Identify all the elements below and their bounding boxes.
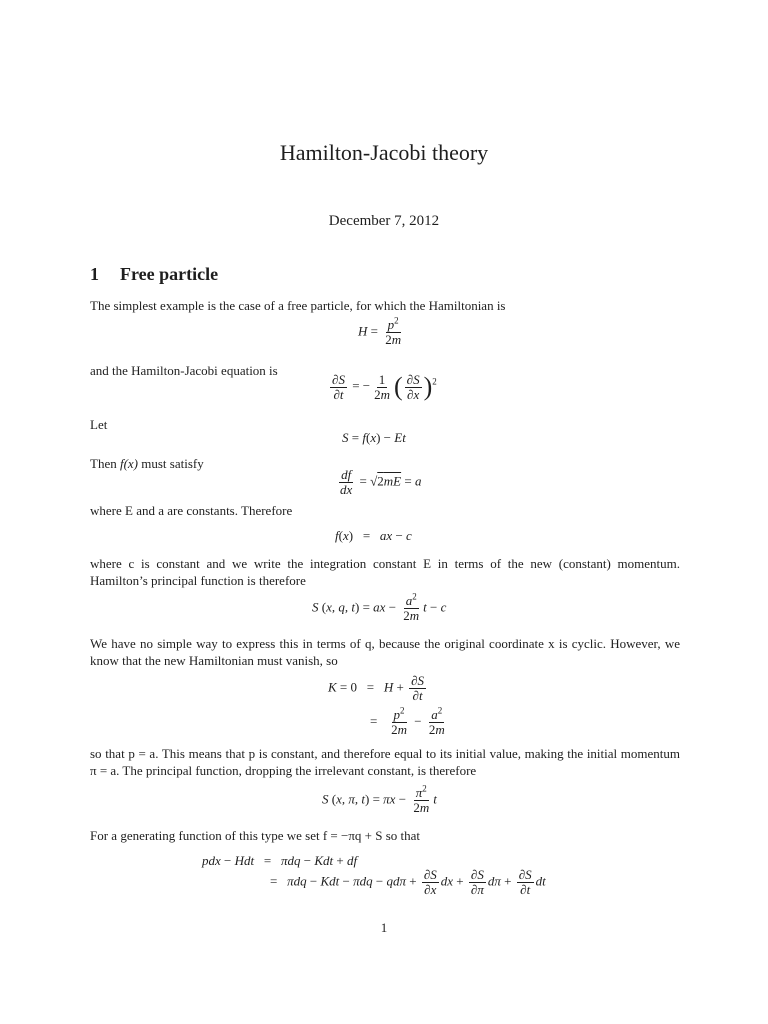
- equation-generating-line-2: = πdq − Kdt − πdq − qdπ + $\frac{\partial S}{\partial x}$ dx + $\frac{\partial S}{\partial\pi}$ dπ + $\frac{\partial S}{\partial t}$ dt: [270, 867, 546, 897]
- paragraph-3: Let: [90, 417, 108, 432]
- equation-generating-line-1: pdx − Hdt = πdq − Kdt + df: [202, 853, 358, 868]
- paragraph-8: so that p = a. This means that p is constant, and therefore equal to its initial value, making the initial momentum π = a. The principal function, dropping the irrelevant constant, is therefore: [90, 746, 680, 778]
- section-number: 1: [90, 264, 99, 284]
- paragraph-4-end: must satisfy: [138, 456, 204, 471]
- paragraph-1: The simplest example is the case of a free particle, for which the Hamiltonian is: [90, 298, 506, 313]
- paragraph-4-start: Then: [90, 456, 120, 471]
- paragraph-6: where c is constant and we write the integration constant E in terms of the new (constant) momentum. Hamilton’s principal function is therefore: [90, 556, 680, 588]
- document-date: December 7, 2012: [328, 213, 440, 229]
- paragraph-9: For a generating function of this type we set f = −πq + S so that: [90, 828, 421, 843]
- paragraph-5: where E and a are constants. Therefore: [90, 503, 293, 518]
- equation-k-zero-line-2: = $\frac{p^2}{2m}$ − $\frac{a^2}{2m}$: [370, 705, 445, 737]
- equation-df-dx: $\frac{df}{dx}$ = √2mE = a: [340, 467, 422, 497]
- equation-principal-function-pi: S (x, π, t) = πx − $\frac{\pi^2}{2m}$ t: [322, 783, 437, 815]
- equation-principal-function: S (x, q, t) = ax − $\frac{a^2}{2m}$ t − c: [312, 591, 447, 623]
- paragraph-4-function: f(x): [119, 456, 139, 471]
- equation-hamilton-jacobi: $\frac{\partial S}{\partial t}$ = − $\frac{1}{2m}$ ( $\frac{\partial S}{\partial x}$ )$^2$: [332, 371, 437, 402]
- paragraph-7: We have no simple way to express this in terms of q, because the original coordinate x is cyclic. However, we know that the new Hamiltonian must vanish, so: [90, 636, 680, 668]
- section-title: Free particle: [120, 264, 219, 284]
- paragraph-2: and the Hamilton-Jacobi equation is: [90, 363, 278, 378]
- page-number: 1: [380, 920, 388, 935]
- equation-ansatz: S = f(x) − Et: [342, 430, 406, 445]
- paragraph-4: [90, 455, 204, 472]
- equation-f-of-x: f(x) = ax − c: [335, 528, 412, 543]
- equation-k-zero-line-1: K = 0 = H + $\frac{\partial S}{\partial t}$: [328, 673, 425, 703]
- equation-hamiltonian: H = $\frac{p^2}{2m}$: [358, 315, 402, 347]
- document-title: Hamilton-Jacobi theory: [279, 140, 489, 165]
